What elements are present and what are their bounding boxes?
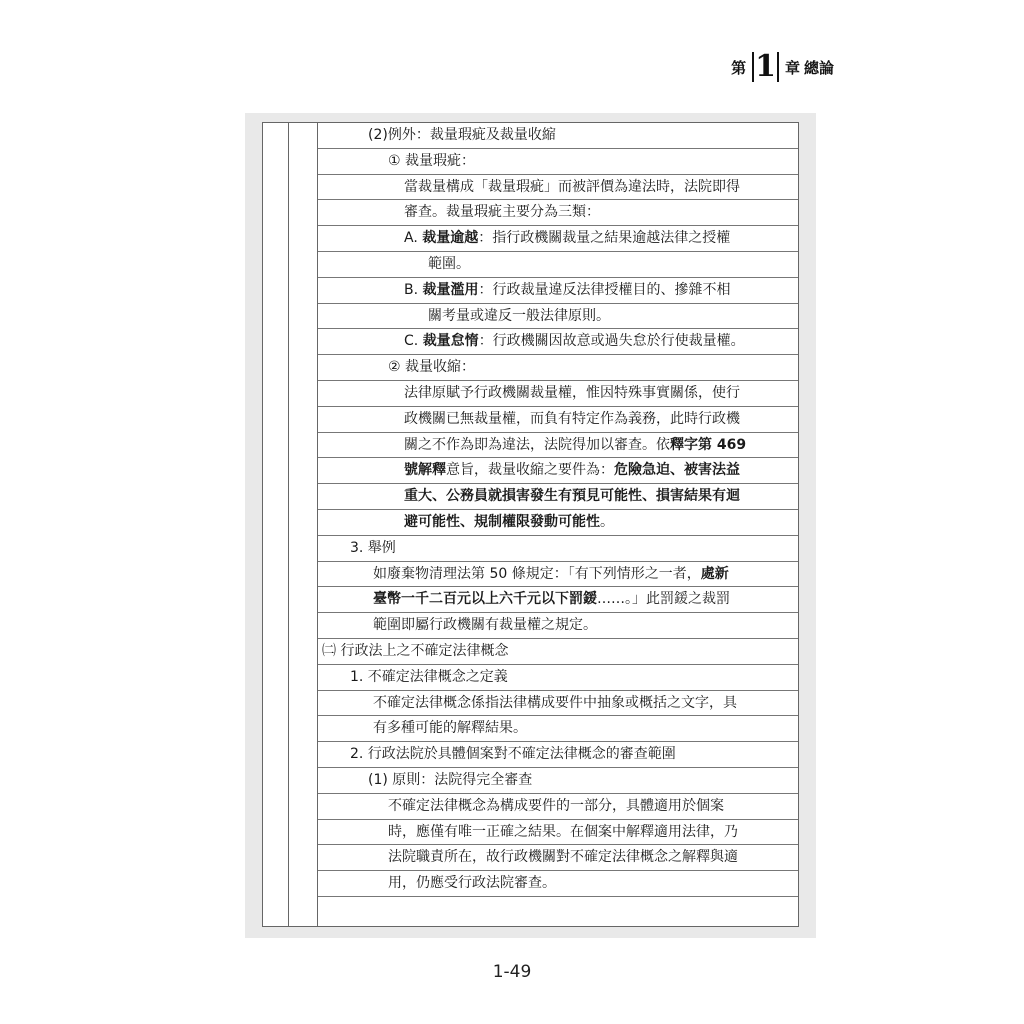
text-segment: 1. 不確定法律概念之定義 bbox=[350, 668, 508, 685]
text-line bbox=[318, 329, 798, 355]
text-segment: ：指行政機關裁量之結果逾越法律之授權 bbox=[478, 230, 731, 247]
text-segment: 審查。裁量瑕疵主要分為三類： bbox=[404, 204, 600, 221]
text-segment: ㈡ 行政法上之不確定法律概念 bbox=[322, 642, 509, 659]
text-line bbox=[318, 716, 798, 742]
text-segment: (2)例外：裁量瑕疵及裁量收縮 bbox=[368, 127, 556, 143]
text-line bbox=[318, 278, 798, 304]
chapter-header bbox=[731, 49, 834, 84]
text-segment: 不確定法律概念為構成要件的一部分，具體適用於個案 bbox=[388, 797, 724, 814]
text-segment: ：行政機關因故意或過失怠於行使裁量權。 bbox=[478, 333, 745, 350]
bold-text: 裁量怠惰 bbox=[422, 333, 479, 350]
text-line bbox=[318, 149, 798, 175]
chapter-prefix: 第 bbox=[731, 58, 747, 77]
text-segment: 不確定法律概念係指法律構成要件中抽象或概括之文字，具 bbox=[373, 694, 737, 711]
bold-text: 釋字第 469 bbox=[670, 436, 747, 453]
bold-text: 裁量逾越 bbox=[422, 230, 479, 247]
chapter-suffix: 章 bbox=[784, 58, 800, 77]
text-segment: B. bbox=[404, 281, 423, 298]
text-line bbox=[318, 200, 798, 226]
text-segment: A. bbox=[404, 230, 423, 247]
text-segment: ② 裁量收縮： bbox=[388, 359, 476, 376]
text-line bbox=[318, 742, 798, 768]
text-segment: 如廢棄物清理法第 50 條規定：「有下列情形之一者， bbox=[373, 565, 701, 582]
text-line bbox=[318, 845, 798, 871]
bold-text: 避可能性、規制權限發動可能性 bbox=[404, 513, 600, 530]
text-segment: 時，應僅有唯一正確之結果。在個案中解釋適用法律，乃 bbox=[388, 823, 738, 840]
text-line bbox=[318, 433, 798, 459]
text-line bbox=[318, 175, 798, 201]
bold-text: 重大、公務員就損害發生有預見可能性、損害結果有迴 bbox=[404, 488, 740, 505]
notes-box bbox=[262, 122, 799, 927]
text-segment: ① 裁量瑕疵： bbox=[388, 152, 476, 169]
margin-rule-1 bbox=[288, 123, 289, 926]
text-line bbox=[318, 820, 798, 846]
text-line bbox=[318, 536, 798, 562]
text-line bbox=[318, 613, 798, 639]
text-segment: 當裁量構成「裁量瑕疵」而被評價為違法時，法院即得 bbox=[404, 178, 740, 195]
text-segment: (1) 原則：法院得完全審查 bbox=[368, 771, 533, 788]
text-line bbox=[318, 639, 798, 665]
text-line bbox=[318, 252, 798, 278]
text-line bbox=[318, 458, 798, 484]
text-segment: 。 bbox=[600, 513, 614, 530]
text-segment: 政機關已無裁量權，而負有特定作為義務，此時行政機 bbox=[404, 410, 740, 427]
text-segment: 2. 行政法院於具體個案對不確定法律概念的審查範圍 bbox=[350, 746, 676, 763]
bold-text: 裁量濫用 bbox=[422, 281, 479, 298]
text-segment: 用，仍應受行政法院審查。 bbox=[388, 875, 556, 892]
page-number: 1-49 bbox=[492, 962, 532, 982]
text-segment: 法律原賦予行政機關裁量權，惟因特殊事實關係，使行 bbox=[404, 384, 740, 401]
text-line bbox=[318, 304, 798, 330]
text-line bbox=[318, 871, 798, 897]
text-segment: ……。」此罰鍰之裁罰 bbox=[597, 591, 730, 608]
text-line bbox=[318, 562, 798, 588]
text-line bbox=[318, 587, 798, 613]
bold-text: 危險急迫、被害法益 bbox=[614, 462, 740, 479]
text-line bbox=[318, 510, 798, 536]
text-segment: 關之不作為即為違法，法院得加以審查。依 bbox=[404, 436, 670, 453]
text-line bbox=[318, 691, 798, 717]
bold-text: 處新 bbox=[700, 565, 729, 582]
text-line bbox=[318, 226, 798, 252]
text-line bbox=[318, 484, 798, 510]
text-segment: 有多種可能的解釋結果。 bbox=[373, 720, 527, 737]
text-line bbox=[318, 794, 798, 820]
bold-text: 號解釋 bbox=[404, 462, 446, 479]
text-segment: 關考量或違反一般法律原則。 bbox=[428, 307, 610, 324]
text-segment: 意旨，裁量收縮之要件為： bbox=[446, 462, 614, 479]
text-segment: ：行政裁量違反法律授權目的、摻雜不相 bbox=[478, 281, 731, 298]
text-line bbox=[318, 407, 798, 433]
bold-text: 臺幣一千二百元以上六千元以下罰鍰 bbox=[373, 591, 597, 608]
text-line bbox=[318, 381, 798, 407]
text-segment: 範圍。 bbox=[428, 255, 470, 272]
text-line bbox=[318, 768, 798, 794]
text-segment: 3. 舉例 bbox=[350, 539, 396, 556]
text-segment: 範圍即屬行政機關有裁量權之規定。 bbox=[373, 617, 597, 634]
text-line bbox=[318, 355, 798, 381]
text-line bbox=[318, 665, 798, 691]
text-segment: 法院職責所在，故行政機關對不確定法律概念之解釋與適 bbox=[388, 849, 738, 866]
text-line bbox=[318, 123, 798, 149]
chapter-number: 1 bbox=[752, 52, 779, 82]
text-segment: C. bbox=[404, 333, 423, 350]
notes-lines bbox=[318, 123, 798, 897]
chapter-title: 總論 bbox=[803, 58, 834, 77]
